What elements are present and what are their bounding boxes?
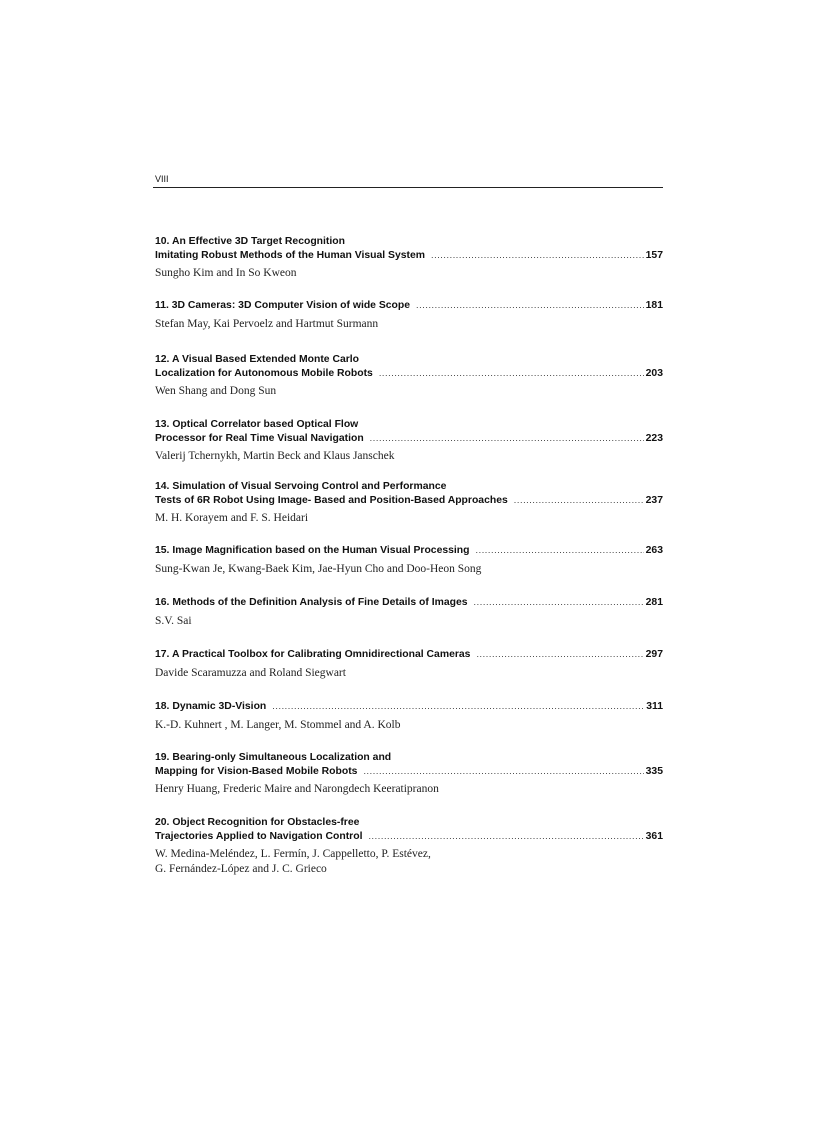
dot-leader — [370, 432, 644, 445]
entry-authors — [155, 782, 663, 797]
entry-title-line — [155, 765, 663, 779]
entry-title-line — [155, 648, 663, 662]
entry-authors — [155, 666, 663, 681]
page-number: 157 — [645, 249, 663, 261]
author-line: Henry Huang, Frederic Maire and Narongdech Keeratipranon — [155, 783, 439, 795]
dot-leader — [431, 249, 644, 262]
entry-title-line — [155, 830, 663, 844]
toc-entry[interactable] — [155, 544, 663, 577]
entry-title-text: Tests of 6R Robot Using Image- Based and Position-Based Approaches — [155, 494, 508, 506]
page-label: VIII — [155, 174, 169, 184]
entry-title-text: Processor for Real Time Visual Navigation — [155, 432, 364, 444]
entry-title-line — [155, 596, 663, 610]
page-number: 361 — [645, 830, 663, 842]
entry-title-line: 20. Object Recognition for Obstacles-free — [155, 817, 360, 828]
entry-title-line — [155, 367, 663, 381]
dot-leader — [474, 596, 644, 609]
toc-entry[interactable] — [155, 299, 663, 332]
page-number: 335 — [645, 765, 663, 777]
page-number: 281 — [645, 597, 663, 608]
entry-title-line — [155, 432, 663, 446]
author-line: Wen Shang and Dong Sun — [155, 385, 277, 397]
entry-title-line — [155, 700, 663, 714]
author-line: Valerij Tchernykh, Martin Beck and Klaus Janschek — [155, 450, 395, 462]
entry-authors — [155, 718, 663, 733]
dot-leader — [363, 765, 643, 778]
toc-entry[interactable] — [155, 419, 663, 464]
toc-entry[interactable] — [155, 481, 663, 526]
dot-leader — [476, 544, 644, 557]
author-line: W. Medina-Meléndez, L. Fermín, J. Cappelletto, P. Estévez, — [155, 848, 431, 860]
author-line: K.-D. Kuhnert , M. Langer, M. Stommel and A. Kolb — [155, 718, 401, 731]
author-line: M. H. Korayem and F. S. Heidari — [155, 512, 309, 524]
entry-authors — [155, 384, 663, 399]
dot-leader — [514, 494, 644, 507]
page-number: 311 — [646, 701, 663, 712]
toc-entry[interactable] — [155, 596, 663, 629]
author-line: Sungho Kim and In So Kweon — [155, 267, 297, 279]
entry-title-text: Localization for Autonomous Mobile Robots — [155, 367, 373, 379]
dot-leader — [379, 367, 644, 380]
header-rule — [153, 187, 663, 188]
entry-authors — [155, 449, 663, 464]
entry-authors — [155, 614, 663, 629]
entry-title-line: 19. Bearing-only Simultaneous Localization and — [155, 752, 392, 763]
toc-entry[interactable] — [155, 648, 663, 681]
toc-entry[interactable] — [155, 354, 663, 399]
entry-title-text: 16. Methods of the Definition Analysis of Fine Details of Images — [155, 597, 468, 608]
entry-title-text: 15. Image Magnification based on the Human Visual Processing — [155, 545, 470, 556]
entry-authors — [155, 266, 663, 281]
entry-authors — [155, 847, 663, 877]
running-header — [155, 174, 663, 184]
dot-leader — [368, 830, 643, 843]
author-line: Davide Scaramuzza and Roland Siegwart — [155, 666, 346, 679]
page-number: 223 — [645, 432, 663, 444]
page-number: 263 — [645, 545, 663, 556]
page-number: 181 — [645, 300, 663, 311]
entry-title-line: 14. Simulation of Visual Servoing Control and Performance — [155, 481, 447, 492]
entry-title-line — [155, 299, 663, 313]
entry-title-line — [155, 249, 663, 263]
dot-leader — [416, 299, 644, 312]
entry-title-line — [155, 544, 663, 558]
toc-entry[interactable] — [155, 817, 663, 877]
entry-authors — [155, 562, 663, 577]
entry-title-text: Mapping for Vision-Based Mobile Robots — [155, 765, 358, 777]
entry-authors — [155, 317, 663, 332]
entry-authors — [155, 511, 663, 526]
author-line: S.V. Sai — [155, 614, 192, 627]
dot-leader — [476, 648, 643, 661]
entry-title-line: 13. Optical Correlator based Optical Flow — [155, 419, 359, 430]
entry-title-text: Trajectories Applied to Navigation Control — [155, 830, 363, 842]
entry-title-line — [155, 494, 663, 508]
entry-title-text: 11. 3D Cameras: 3D Computer Vision of wide Scope — [155, 300, 411, 311]
entry-title-text: Imitating Robust Methods of the Human Visual System — [155, 249, 425, 261]
entry-title-text: 18. Dynamic 3D-Vision — [155, 701, 267, 712]
entry-title-line: 10. An Effective 3D Target Recognition — [155, 236, 345, 247]
author-line: Sung-Kwan Je, Kwang-Baek Kim, Jae-Hyun Cho and Doo-Heon Song — [155, 562, 482, 575]
toc-entry[interactable] — [155, 236, 663, 281]
entry-title-line: 12. A Visual Based Extended Monte Carlo — [155, 354, 360, 365]
dot-leader — [272, 700, 644, 713]
author-line: Stefan May, Kai Pervoelz and Hartmut Surmann — [155, 317, 379, 330]
page-number: 297 — [645, 649, 663, 660]
toc-entry[interactable] — [155, 700, 663, 733]
page-number: 237 — [645, 494, 663, 506]
entry-title-text: 17. A Practical Toolbox for Calibrating Omnidirectional Cameras — [155, 649, 471, 660]
author-line: G. Fernández-López and J. C. Grieco — [155, 863, 327, 875]
page-number: 203 — [645, 367, 663, 379]
toc-entry[interactable] — [155, 752, 663, 797]
